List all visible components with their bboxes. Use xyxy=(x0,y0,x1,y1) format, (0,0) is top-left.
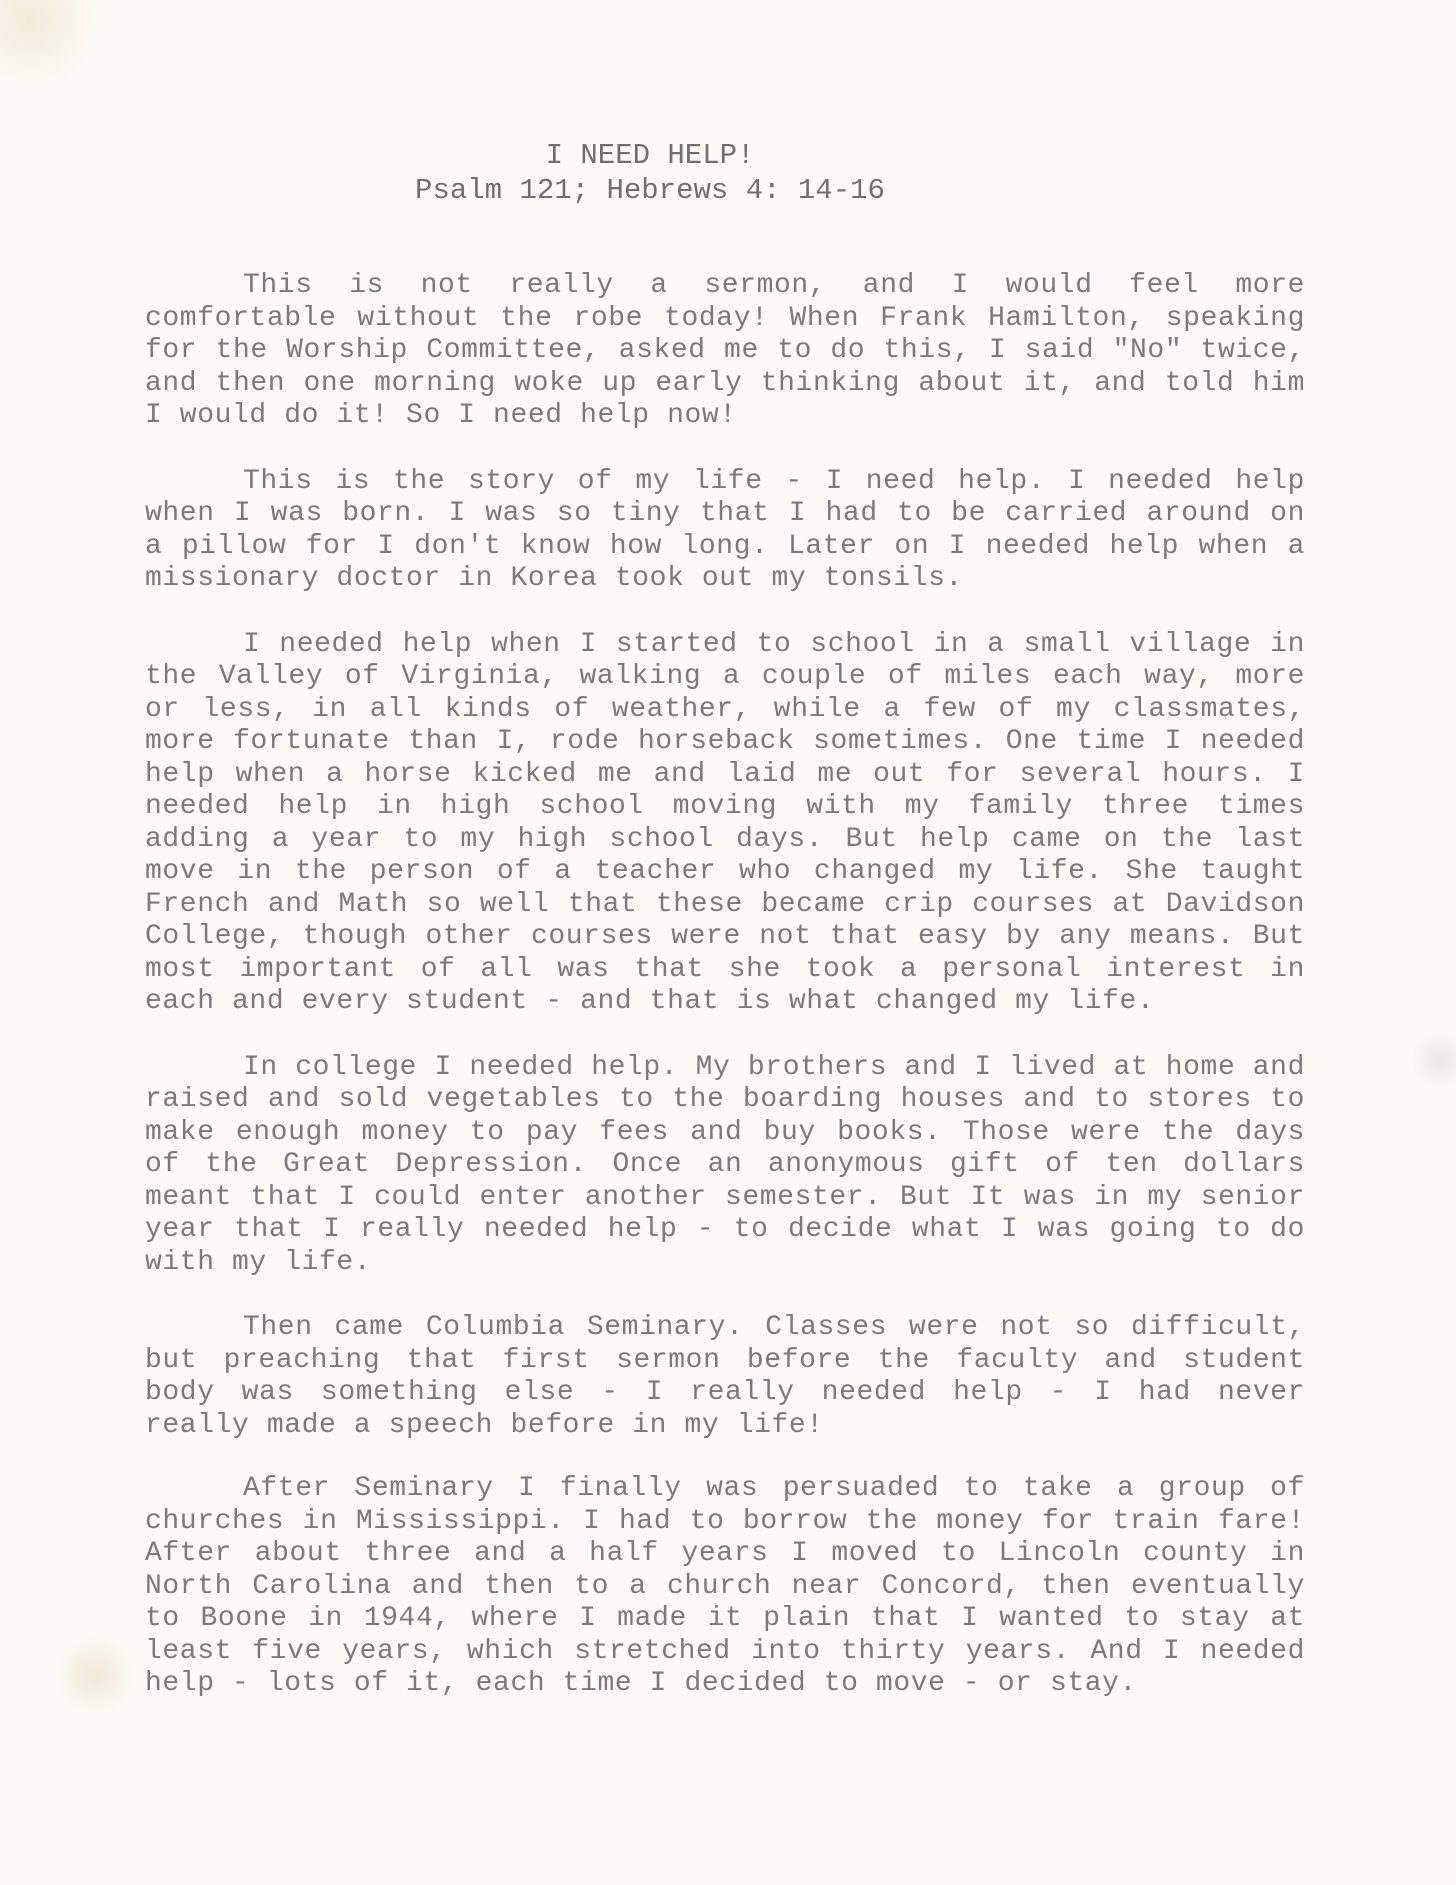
document-title: I NEED HELP! xyxy=(545,139,755,172)
document-body xyxy=(145,270,1305,1734)
paragraph-college: In college I needed help. My brothers and I lived at home and raised and sold vegetables to the boarding houses and to stores to make enough money to pay fees and buy books. Those were the days of the Great Depression. Once an anonymous gift of ten dollars meant that I could enter another semester. But It was in my senior year that I really needed help - to decide what I was going to do with my life. xyxy=(145,1051,1305,1278)
paragraph-childhood: This is the story of my life - I need help. I needed help when I was born. I was so tiny that I had to be carried around on a pillow for I don't know how long. Later on I needed help when a missionary doctor in Korea took out my tonsils. xyxy=(145,465,1305,594)
paragraph-intro: This is not really a sermon, and I would feel more comfortable without the robe today! When Frank Hamilton, speaking for the Worship Committee, asked me to do this, I said "No" twice, and then one morning woke up early thinking about it, and told him I would do it! So I need help now! xyxy=(145,270,1305,431)
paragraph-school: I needed help when I started to school in a small village in the Valley of Virginia, walking a couple of miles each way, more or less, in all kinds of weather, while a few of my classmates, more fortunate than I, rode horseback sometimes. One time I needed help when a horse kicked me and laid me out for several hours. I needed help in high school moving with my family three times adding a year to my high school days. But help came on the last move in the person of a teacher who changed my life. She taught French and Math so well that these became crip courses at Davidson College, though other courses were not that easy by any means. But most important of all was that she took a personal interest in each and every student - and that is what changed my life. xyxy=(145,628,1305,1017)
paragraph-ministry: After Seminary I finally was persuaded to take a group of churches in Mississippi. I had to borrow the money for train fare! After about three and a half years I moved to Lincoln county in North Carolina and then to a church near Concord, then eventually to Boone in 1944, where I made it plain that I wanted to stay at least five years, which stretched into thirty years. And I needed help - lots of it, each time I decided to move - or stay. xyxy=(145,1473,1305,1699)
document-header xyxy=(0,138,1300,208)
paragraph-seminary: Then came Columbia Seminary. Classes were not so difficult, but preaching that first sermon before the faculty and student body was something else - I really needed help - I had never really made a speech before in my life! xyxy=(145,1312,1305,1441)
scripture-reference: Psalm 121; Hebrews 4: 14-16 xyxy=(415,174,885,207)
